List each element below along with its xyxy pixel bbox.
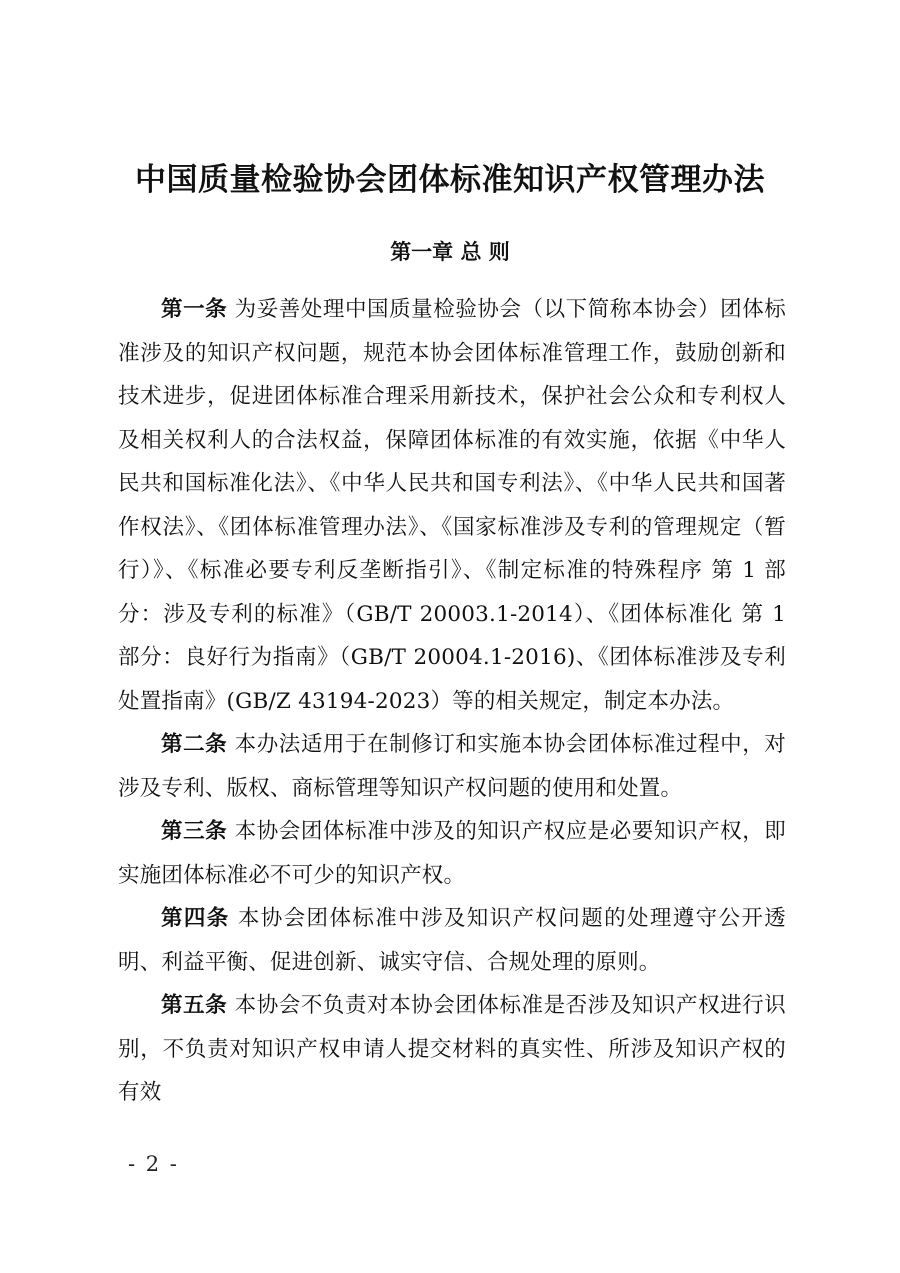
chapter-heading: 第一章 总 则: [390, 240, 510, 265]
article-label: 第一条: [161, 297, 228, 322]
article-item: [118, 897, 786, 984]
article-item: [118, 723, 786, 810]
article-item: [118, 984, 786, 1115]
article-text: 本协会团体标准中涉及知识产权问题的处理遵守公开透明、利益平衡、促进创新、诚实守信、合规处理的原则。: [118, 906, 786, 975]
page-number: - 2 -: [128, 1152, 179, 1176]
article-label: 第四条: [161, 906, 230, 931]
article-item: [118, 288, 786, 723]
article-text: 为妥善处理中国质量检验协会（以下简称本协会）团体标准涉及的知识产权问题，规范本协会团体标准管理工作，鼓励创新和技术进步，促进团体标准合理采用新技术，保护社会公众和专利权人及相关权利人的合法权益，保障团体标准的有效实施，依据《中华人民共和国标准化法》、《中华人民共和国专利法》、《中华人民共和国著作权法》、《团体标准管理办法》、《国家标准涉及专利的管理规定（暂行）》、《标准必要专利反垄断指引》、《制定标准的特殊程序 第 1 部分：涉及专利的标准》（GB/T 20003.1-2014）、《团体标准化 第 1 部分：良好行为指南》（GB/T 20004.1-2016)、《团体标准涉及专利处置指南》(GB/Z 43194-2023）等的相关规定，制定本办法。: [118, 297, 786, 714]
article-text: 本协会不负责对本协会团体标准是否涉及知识产权进行识别，不负责对知识产权申请人提交材料的真实性、所涉及知识产权的有效: [118, 993, 786, 1105]
article-item: [118, 810, 786, 897]
article-text: 本协会团体标准中涉及的知识产权应是必要知识产权，即实施团体标准必不可少的知识产权。: [118, 819, 786, 888]
article-text: 本办法适用于在制修订和实施本协会团体标准过程中，对涉及专利、版权、商标管理等知识产权问题的使用和处置。: [118, 732, 786, 801]
article-label: 第二条: [161, 732, 228, 757]
document-body: [118, 288, 786, 1115]
article-label: 第三条: [161, 819, 228, 844]
article-label: 第五条: [161, 993, 228, 1018]
page-title: 中国质量检验协会团体标准知识产权管理办法: [135, 161, 765, 198]
